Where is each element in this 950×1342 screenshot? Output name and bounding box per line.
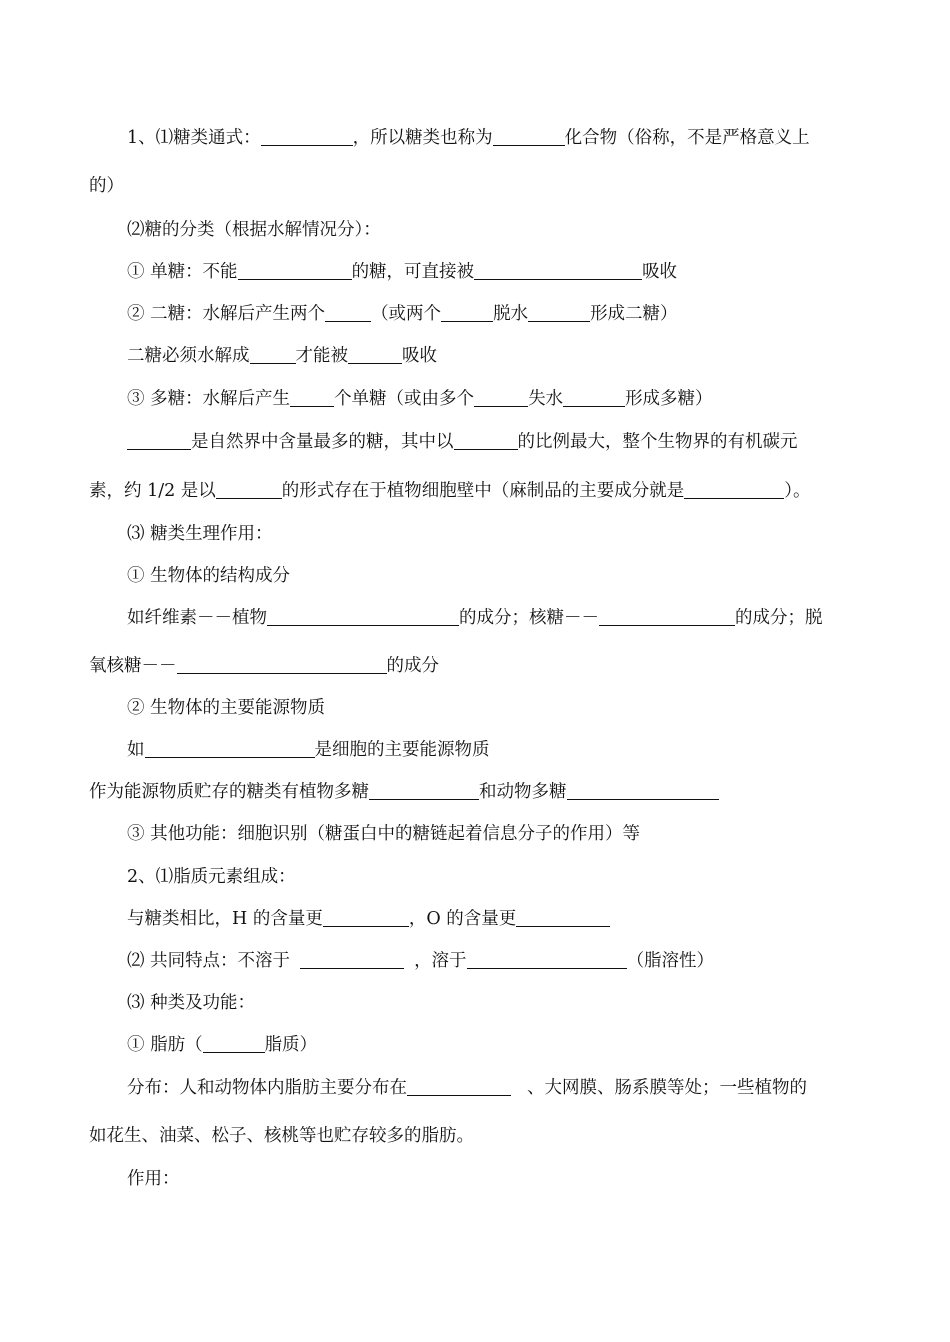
structural-examples-line xyxy=(127,606,823,630)
energy-source-line xyxy=(127,696,325,720)
text: 的成分；脱 xyxy=(735,608,823,628)
answer-blank[interactable] xyxy=(567,781,719,800)
physiological-role-heading xyxy=(127,522,273,546)
text: ，溶于 xyxy=(414,951,467,971)
text: 失水 xyxy=(528,389,564,409)
text: ① 生物体的结构成分 xyxy=(127,566,291,586)
q1-classification-heading xyxy=(127,218,381,242)
text: ① 单糖：不能 xyxy=(127,262,238,282)
text: 的成分 xyxy=(386,656,439,676)
text: 的糖，可直接被 xyxy=(351,262,475,282)
fat-function-line xyxy=(127,1167,180,1191)
text: 如纤维素－－植物 xyxy=(127,608,267,628)
most-abundant-sugar-line xyxy=(127,430,798,454)
text: 如花生、油菜、松子、核桃等也贮存较多的脂肪。 xyxy=(89,1126,474,1146)
answer-blank[interactable] xyxy=(261,127,353,146)
disaccharide-hydrolysis-line xyxy=(127,344,437,368)
monosaccharide-line xyxy=(127,260,677,284)
text: （或两个 xyxy=(371,304,442,324)
common-feature-line xyxy=(127,949,714,973)
q1-formula-line-cont xyxy=(89,174,124,198)
answer-blank[interactable] xyxy=(127,431,191,450)
text: 脂质） xyxy=(264,1035,318,1055)
storage-sugar-line xyxy=(89,780,719,804)
polysaccharide-line xyxy=(127,387,713,411)
text: ，所以糖类也称为 xyxy=(352,128,493,148)
answer-blank[interactable] xyxy=(250,345,296,364)
fat-distribution-line-cont xyxy=(89,1124,474,1148)
main-energy-line xyxy=(127,738,490,762)
answer-blank[interactable] xyxy=(369,781,479,800)
text: ⑶ 种类及功能： xyxy=(127,993,256,1013)
text: 化合物（俗称，不是严格意义上 xyxy=(564,128,810,148)
text: 形成多糖） xyxy=(625,389,713,409)
answer-blank[interactable] xyxy=(684,480,784,499)
text: 1、⑴糖类通式： xyxy=(127,128,261,148)
answer-blank[interactable] xyxy=(516,908,610,927)
text: ，O 的含量更 xyxy=(408,909,517,929)
answer-blank[interactable] xyxy=(599,607,735,626)
text: 素，约 1/2 是以 xyxy=(89,481,216,501)
text: 的） xyxy=(89,176,124,196)
text: ⑵糖的分类（根据水解情况分）： xyxy=(127,220,381,240)
text: ① 脂肪（ xyxy=(127,1035,203,1055)
text: 吸收 xyxy=(402,346,437,366)
text: ⑵ 共同特点：不溶于 xyxy=(127,951,291,971)
h-o-content-line xyxy=(127,907,610,931)
answer-blank[interactable] xyxy=(528,303,590,322)
answer-blank[interactable] xyxy=(300,950,404,969)
text: 是自然界中含量最多的糖，其中以 xyxy=(191,432,454,452)
answer-blank[interactable] xyxy=(474,388,528,407)
answer-blank[interactable] xyxy=(290,388,334,407)
text: ② 生物体的主要能源物质 xyxy=(127,698,326,718)
text: 的成分；核糖－－ xyxy=(459,608,599,628)
answer-blank[interactable] xyxy=(145,739,315,758)
disaccharide-line xyxy=(127,302,678,326)
answer-blank[interactable] xyxy=(493,127,565,146)
q2-elements-heading xyxy=(127,865,296,889)
answer-blank[interactable] xyxy=(216,480,282,499)
text: 的比例最大，整个生物界的有机碳元 xyxy=(517,432,798,452)
answer-blank[interactable] xyxy=(407,1077,511,1096)
text: （脂溶性） xyxy=(626,951,715,971)
text: 、大网膜、肠系膜等处；一些植物的 xyxy=(527,1078,807,1098)
answer-blank[interactable] xyxy=(467,950,627,969)
answer-blank[interactable] xyxy=(177,655,387,674)
answer-blank[interactable] xyxy=(325,303,371,322)
text: 如 xyxy=(127,740,145,760)
fat-distribution-line xyxy=(127,1076,807,1100)
text: ⑶ 糖类生理作用： xyxy=(127,524,273,544)
structural-examples-line-cont xyxy=(89,654,439,678)
answer-blank[interactable] xyxy=(238,261,352,280)
text: 氧核糖－－ xyxy=(89,656,177,676)
text: ）。 xyxy=(784,481,811,501)
q1-formula-line xyxy=(127,126,810,150)
text: 2、⑴脂质元素组成： xyxy=(127,867,296,887)
answer-blank[interactable] xyxy=(474,261,642,280)
types-functions-heading xyxy=(127,991,255,1015)
text: 作为能源物质贮存的糖类有植物多糖 xyxy=(89,782,369,802)
answer-blank[interactable] xyxy=(563,388,625,407)
text: 作用： xyxy=(127,1169,180,1189)
answer-blank[interactable] xyxy=(203,1034,265,1053)
text: 二糖必须水解成 xyxy=(127,346,250,366)
text: ② 二糖：水解后产生两个 xyxy=(127,304,326,324)
answer-blank[interactable] xyxy=(454,431,518,450)
text: 个单糖（或由多个 xyxy=(334,389,475,409)
answer-blank[interactable] xyxy=(267,607,459,626)
most-abundant-sugar-line-cont xyxy=(89,479,811,503)
text: 和动物多糖 xyxy=(479,782,567,802)
answer-blank[interactable] xyxy=(441,303,493,322)
text: 是细胞的主要能源物质 xyxy=(314,740,490,760)
other-function-line xyxy=(127,822,640,846)
text: ③ 多糖：水解后产生 xyxy=(127,389,291,409)
fat-line xyxy=(127,1033,317,1057)
answer-blank[interactable] xyxy=(348,345,402,364)
text: 与糖类相比，H 的含量更 xyxy=(127,909,323,929)
text: 脱水 xyxy=(493,304,529,324)
text: 形成二糖） xyxy=(590,304,678,324)
text: 吸收 xyxy=(642,262,678,282)
text: 的形式存在于植物细胞壁中（麻制品的主要成分就是 xyxy=(281,481,685,501)
text: 分布：人和动物体内脂肪主要分布在 xyxy=(127,1078,407,1098)
text: ③ 其他功能：细胞识别（糖蛋白中的糖链起着信息分子的作用）等 xyxy=(127,824,641,844)
answer-blank[interactable] xyxy=(323,908,409,927)
structural-component-line xyxy=(127,564,290,588)
text: 才能被 xyxy=(295,346,348,366)
